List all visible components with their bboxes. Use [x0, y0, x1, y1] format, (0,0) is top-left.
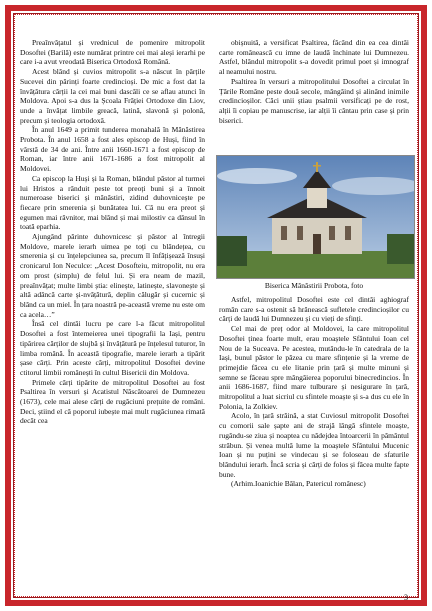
paragraph: obișnuită, a versificat Psaltirea, făcând din ea cea dintâi carte românească cu imne de laudă închinate lui Dumnezeu. Astfel, blândul mitropolit s-a dovedit primul poet și imnograf al neamului nostru. [219, 38, 409, 77]
paragraph: Preaînvățatul și vrednicul de pomenire mitropolit Dosoftei (Barilă) este numărat printre cei mai aleși ierarhi pe care i-a avut vreodată Biserica Ortodoxă Română. [20, 38, 205, 67]
paragraph: Ca episcop la Huși și la Roman, blândul păstor al turmei lui Hristos a rânduit peste tot preoți buni și a înnoit numeroase biserici și mănăstiri, zidind duhovnicește pe fiecare prin smerenia și bunătatea lui. Că nu era preot și egumen mai râvnitor, mai blând și mai milostiv ca dânsul în toată eparhia. [20, 173, 205, 232]
right-top-column [219, 38, 409, 125]
photo-caption: Biserica Mănăstirii Probota, foto [264, 281, 364, 290]
paragraph: Însă cel dintâi lucru pe care l-a făcut mitropolitul Dosoftei a fost întemeierea unei tipografii la Iași, pentru tipărirea cărților de slujbă și învățătură pe înțelesul tuturor, în limba română. În această tipografie, marele ierarh a tipărit șase cărți. Prin aceste cărți, mitropolitul Dosoftei devine ctitorul limbii românești în cultul Bisericii din Moldova. [20, 319, 205, 377]
monastery-photo [216, 155, 415, 279]
paragraph: Psaltirea în versuri a mitropolitului Dosoftei a circulat în Țările Române peste două secole, mângâind și alinând inimile credincioșilor. Căci unii știau psalmii versificați pe de rost, alții îi copiau pe manuscrise, iar alții îi cântau prin case și prin biserici. [219, 76, 409, 125]
paragraph: În anul 1649 a primit tunderea monahală în Mănăstirea Probota. În anul 1658 a fost ales episcop de Huși, fiind în vârstă de 34 de ani. Între anii 1660-1671 a fost episcop de Roman, iar între anii 1671-1686 a fost mitropolit al Moldovei. [20, 125, 205, 174]
left-column [20, 38, 205, 426]
paragraph: Astfel, mitropolitul Dosoftei este cel dintâi aghiograf român care s-a ostenit să hrănească sufletele credincioșilor cu cărți de laudă lui Dumnezeu și cu vieți de sfinți. [219, 295, 409, 324]
paragraph: (Arhim.Ioanichie Bălan, Patericul românesc) [231, 479, 366, 489]
paragraph: Acolo, în țară străină, a stat Cuviosul mitropolit Dosoftei cu comorii sale șapte ani de strajă lângă sfintele moaște, rugându-se ziua și noaptea cu nădejdea întoarcerii în pământul străbun. Și venea multă lume la moaștele Sfântului Mucenic Ioan și nu puțini se vindecau și se foloseau de sfaturile blândului ierarh. Încă scria și cărți de folos și făcea multe fapte bune. [219, 411, 409, 479]
paragraph: Ajungând părinte duhovnicesc și păstor al întregii Moldove, marele ierarh uimea pe toți cu blândețea, cu smerenia și cu înțelepciunea sa, precum îl înfățișează însuși cronicarul Ion Neculce: „Acest Dosofteiu, mitropolit, nu era om prost (simplu) de felul lui. Și era neam de mazil, preaînvățat; multe limbi știa: elinește, latinește, slavonește și altă adâncă carte și-nvățătură, deplin călugăr și cucernic și blând ca un miel. În țara noastră pe-această vreme nu este om ca acela…” [20, 232, 205, 319]
paragraph: Primele cărți tipărite de mitropolitul Dosoftei au fost Psaltirea în versuri și Acatistul Născătoarei de Dumnezeu (1673), cele mai alese cărți de rugăciuni prețuite de români. Deci, știind el că poporul iubește mai mult rugăciunea rimată decât cea [20, 377, 205, 426]
church-illustration [217, 156, 414, 278]
right-bottom-column [219, 295, 409, 489]
paragraph: Cel mai de preț odor al Moldovei, la care mitropolitul Dosoftei ținea foarte mult, erau moaștele Sfântului Ioan cel Nou de la Suceava. Pe acestea, mutându-le în catedrala de la Iași, bunul păstor le păzea cu mare sfințenie și la vreme de primejdie făcea cu ele litanie prin țară și multe minuni și semne se făceau spre mângâierea poporului binecredincios. În anii 1686-1687, fiind mare tulburare și nesigurare în țară, mitropolitul a luat sicriul cu sfintele moaște și s-a dus cu ele în Polonia, la Zolkiev. [219, 324, 409, 411]
paragraph: Acest blând și cuvios mitropolit s-a născut în părțile Sucevei din părinți foarte credincioși. De mic a fost dat la învățătura cărții la cei mai buni dascăli ce se aflau atunci în Moldova. Apoi s-a dus la Școala Frăției Ortodoxe din Liov, unde a învățat limbile greacă, latină, slavonă și polonă, precum și teologia ortodoxă. [20, 67, 205, 125]
page-number: 3 [404, 593, 408, 602]
